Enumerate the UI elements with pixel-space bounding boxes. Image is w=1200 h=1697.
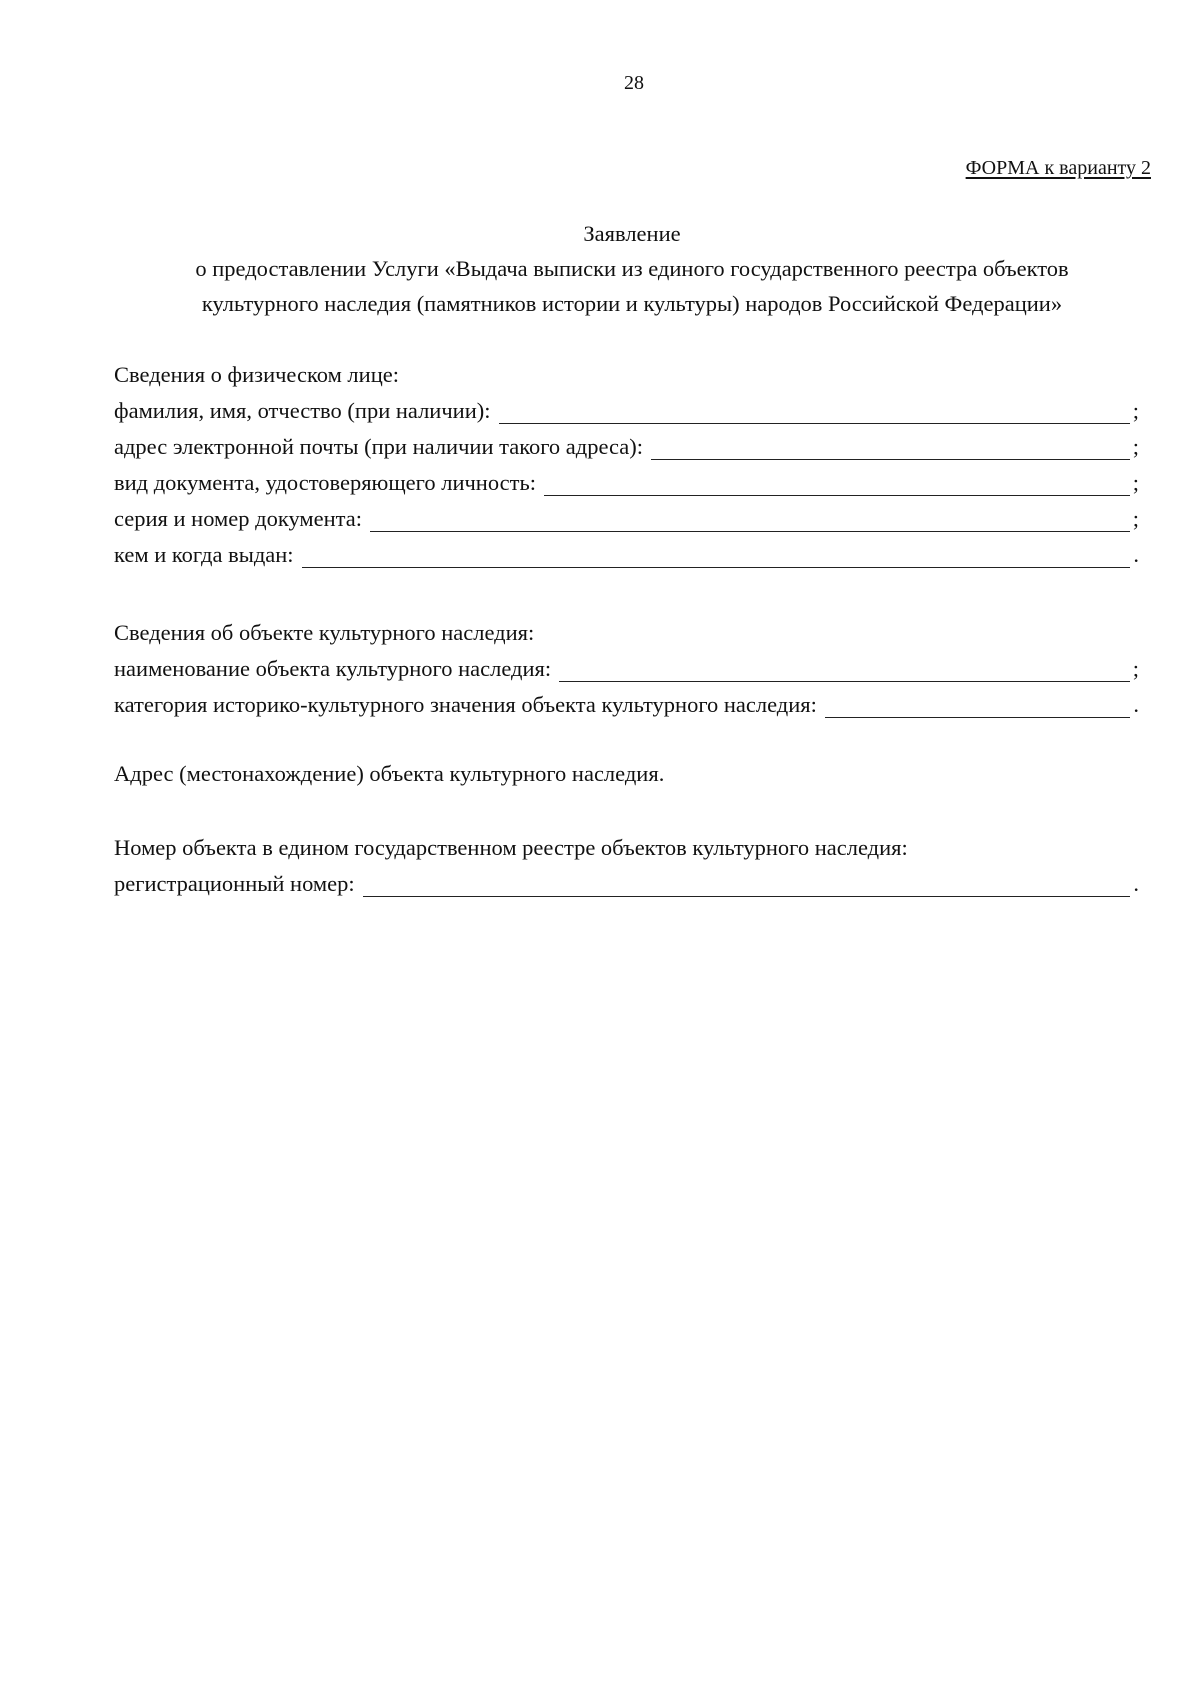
fill-line [370, 531, 1130, 532]
document-number-input[interactable] [370, 506, 1130, 532]
field-label: фамилия, имя, отчество (при наличии): [114, 398, 491, 423]
field-end-mark: . [1133, 692, 1139, 717]
fill-line [651, 459, 1130, 460]
registration-number-input[interactable] [363, 871, 1131, 897]
fill-line [302, 567, 1131, 568]
email-input[interactable] [651, 434, 1130, 460]
field-document-number [114, 501, 1139, 537]
page-number: 28 [624, 72, 644, 94]
field-end-mark: ; [1132, 506, 1139, 531]
person-section [114, 357, 1139, 573]
field-email [114, 429, 1139, 465]
object-name-input[interactable] [559, 656, 1130, 682]
full-name-input[interactable] [499, 398, 1130, 424]
object-category-input[interactable] [825, 692, 1130, 718]
title-line-1: Заявление [583, 221, 681, 246]
field-label: наименование объекта культурного наследия: [114, 656, 552, 681]
field-end-mark: ; [1132, 470, 1139, 495]
object-section [114, 615, 1139, 723]
title-line-2: о предоставлении Услуги «Выдача выписки из единого государственного реестра объектов [195, 256, 1069, 281]
address-section [114, 756, 1139, 792]
object-heading: Сведения об объекте культурного наследия: [114, 620, 535, 645]
address-text: Адрес (местонахождение) объекта культурного наследия. [114, 761, 665, 786]
field-label: адрес электронной почты (при наличии такого адреса): [114, 434, 644, 459]
field-label: регистрационный номер: [114, 871, 355, 896]
fill-line [499, 423, 1130, 424]
field-end-mark: . [1133, 542, 1139, 567]
id-document-type-input[interactable] [544, 470, 1130, 496]
fill-line [544, 495, 1130, 496]
field-object-name [114, 651, 1139, 687]
person-heading: Сведения о физическом лице: [114, 362, 399, 387]
document-title [112, 216, 1152, 321]
field-end-mark: ; [1132, 434, 1139, 459]
field-id-document-type [114, 465, 1139, 501]
fill-line [363, 896, 1131, 897]
field-label: кем и когда выдан: [114, 542, 294, 567]
registry-section [114, 830, 1139, 902]
field-label: серия и номер документа: [114, 506, 363, 531]
title-line-3: культурного наследия (памятников истории и культуры) народов Российской Федерации» [201, 291, 1063, 316]
form-reference: ФОРМА к варианту 2 [965, 157, 1151, 179]
field-label: категория историко-культурного значения объекта культурного наследия: [114, 692, 817, 717]
field-end-mark: ; [1132, 398, 1139, 423]
field-full-name [114, 393, 1139, 429]
field-label: вид документа, удостоверяющего личность: [114, 470, 536, 495]
field-end-mark: . [1133, 871, 1139, 896]
field-registration-number [114, 866, 1139, 902]
fill-line [559, 681, 1130, 682]
issued-by-input[interactable] [302, 542, 1131, 568]
field-end-mark: ; [1132, 656, 1139, 681]
fill-line [825, 717, 1130, 718]
field-issued-by [114, 537, 1139, 573]
registry-heading: Номер объекта в едином государственном реестре объектов культурного наследия: [114, 835, 908, 860]
field-object-category [114, 687, 1139, 723]
